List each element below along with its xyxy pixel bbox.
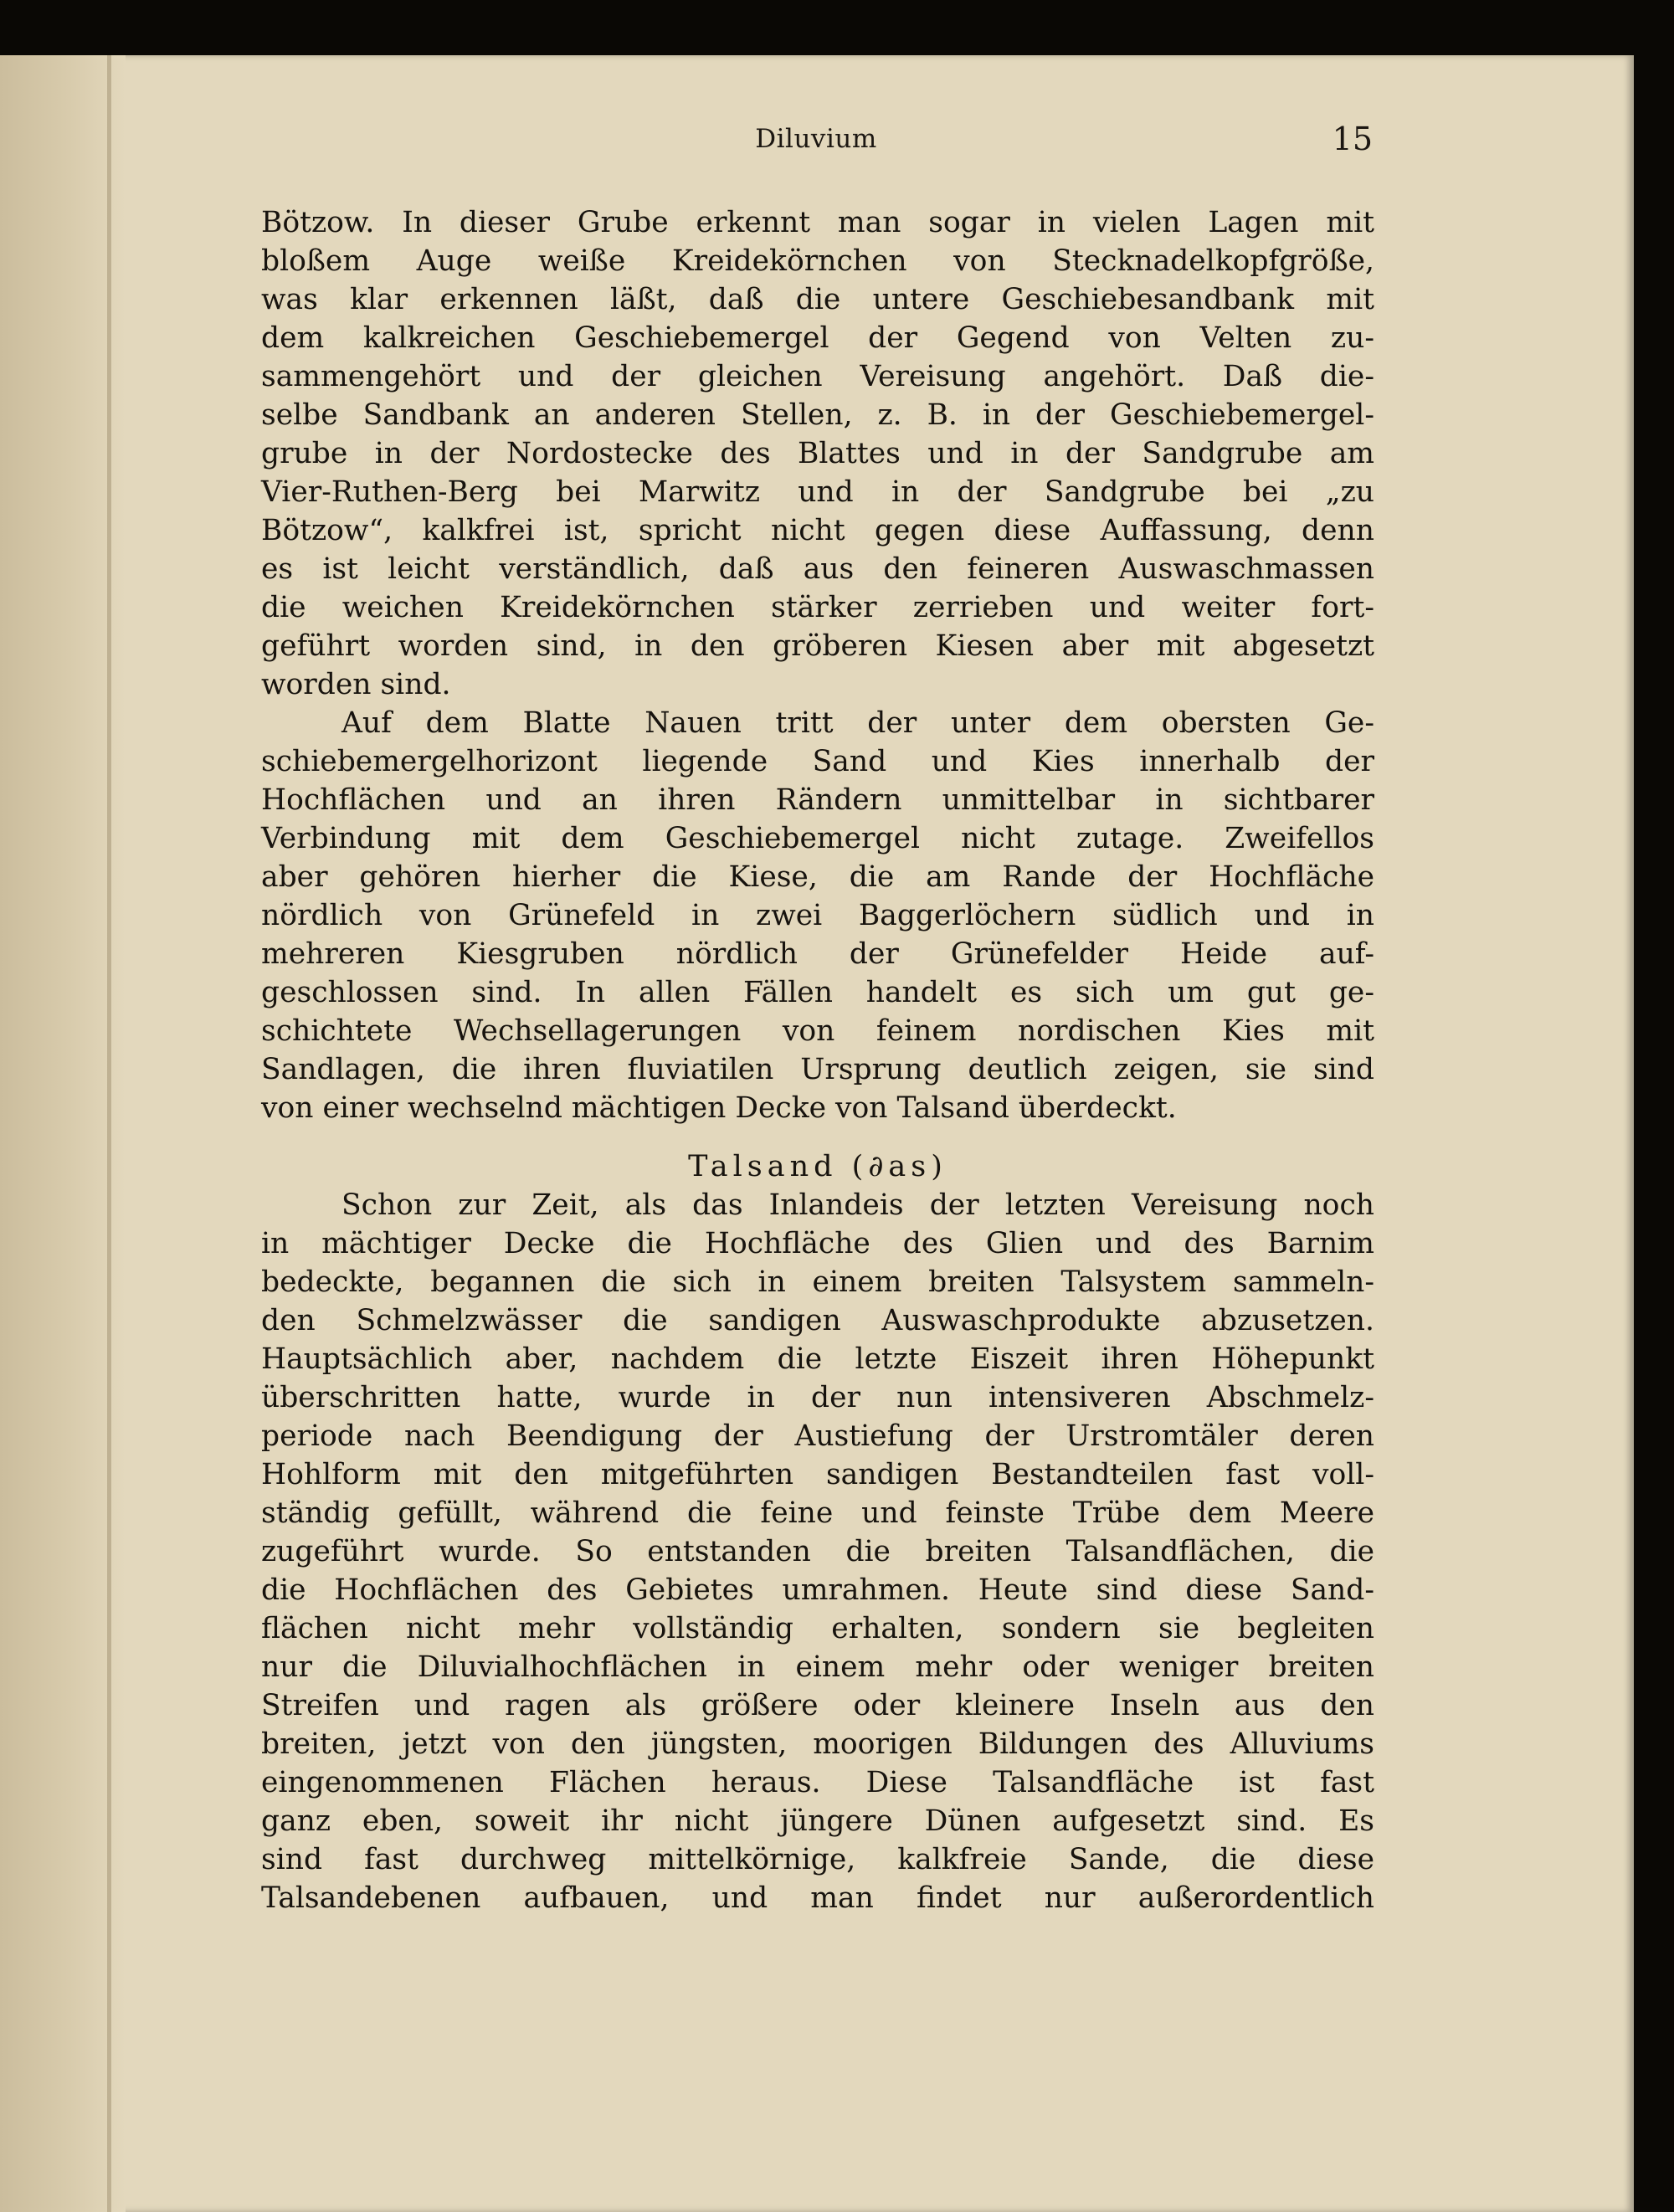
- text-line: sammengehört und der gleichen Vereisung angehört. Daß die-: [261, 360, 1374, 393]
- text-line: die weichen Kreidekörnchen stärker zerrieben und weiter fort-: [261, 591, 1374, 624]
- text-line: Streifen und ragen als größere oder kleinere Inseln aus den: [261, 1689, 1374, 1722]
- text-line: worden sind.: [261, 668, 451, 701]
- section-spacer: [261, 1127, 1374, 1147]
- text-line: sind fast durchweg mittelkörnige, kalkfreie Sande, die diese: [261, 1843, 1374, 1876]
- text-line: dem kalkreichen Geschiebemergel der Gegend von Velten zu-: [261, 321, 1374, 355]
- binding-fold: [107, 55, 111, 2212]
- page-header: [259, 121, 1373, 174]
- text-line: Schon zur Zeit, als das Inlandeis der letzten Vereisung noch: [341, 1188, 1374, 1222]
- page-number: 15: [1332, 121, 1373, 157]
- text-line: flächen nicht mehr vollständig erhalten, sondern sie begleiten: [261, 1612, 1374, 1645]
- text-line: Hauptsächlich aber, nachdem die letzte Eiszeit ihren Höhepunkt: [261, 1342, 1374, 1376]
- text-line: mehreren Kiesgruben nördlich der Grünefelder Heide auf-: [261, 937, 1374, 971]
- text-line: nördlich von Grünefeld in zwei Baggerlöchern südlich und in: [261, 899, 1374, 932]
- text-line: Hohlform mit den mitgeführten sandigen Bestandteilen fast voll-: [261, 1458, 1374, 1491]
- text-line: überschritten hatte, wurde in der nun intensiveren Abschmelz-: [261, 1381, 1374, 1414]
- text-line: Talsandebenen aufbauen, und man findet nur außerordentlich: [261, 1881, 1374, 1915]
- text-line: die Hochflächen des Gebietes umrahmen. Heute sind diese Sand-: [261, 1573, 1374, 1607]
- paragraph-2: [261, 704, 1374, 1127]
- text-line: zugeführt wurde. So entstanden die breiten Talsandflächen, die: [261, 1535, 1374, 1568]
- paragraph-1: [261, 203, 1374, 704]
- paragraph-3: [261, 1186, 1374, 1917]
- text-line: schiebemergelhorizont liegende Sand und Kies innerhalb der: [261, 745, 1374, 778]
- text-line: selbe Sandbank an anderen Stellen, z. B. in der Geschiebemergel-: [261, 398, 1374, 432]
- text-line: breiten, jetzt von den jüngsten, moorigen Bildungen des Alluviums: [261, 1727, 1374, 1761]
- text-line: ständig gefüllt, während die feine und feinste Trübe dem Meere: [261, 1496, 1374, 1530]
- text-line: grube in der Nordostecke des Blattes und in der Sandgrube am: [261, 437, 1374, 470]
- text-line: Vier-Ruthen-Berg bei Marwitz und in der Sandgrube bei „zu: [261, 475, 1374, 509]
- text-line: Hochflächen und an ihren Rändern unmittelbar in sichtbarer: [261, 783, 1374, 817]
- text-line: Bötzow. In dieser Grube erkennt man sogar in vielen Lagen mit: [261, 206, 1374, 239]
- text-line: von einer wechselnd mächtigen Decke von Talsand überdeckt.: [261, 1091, 1177, 1125]
- text-line: bloßem Auge weiße Kreidekörnchen von Stecknadelkopfgröße,: [261, 244, 1374, 278]
- text-line: bedeckte, begannen die sich in einem breiten Talsystem sammeln-: [261, 1265, 1374, 1299]
- section-heading: Talsand (∂as): [688, 1150, 947, 1183]
- running-title: Diluvium: [755, 124, 877, 154]
- text-line: eingenommenen Flächen heraus. Diese Talsandfläche ist fast: [261, 1766, 1374, 1799]
- text-line: es ist leicht verständlich, daß aus den feineren Auswaschmassen: [261, 552, 1374, 586]
- text-line: in mächtiger Decke die Hochfläche des Glien und des Barnim: [261, 1227, 1374, 1260]
- text-line: was klar erkennen läßt, daß die untere Geschiebesandbank mit: [261, 283, 1374, 316]
- text-line: nur die Diluvialhochflächen in einem mehr oder weniger breiten: [261, 1650, 1374, 1684]
- text-line: geschlossen sind. In allen Fällen handelt es sich um gut ge-: [261, 976, 1374, 1009]
- text-line: aber gehören hierher die Kiese, die am Rande der Hochfläche: [261, 860, 1374, 894]
- text-line: geführt worden sind, in den gröberen Kiesen aber mit abgesetzt: [261, 629, 1374, 663]
- text-line: ganz eben, soweit ihr nicht jüngere Dünen aufgesetzt sind. Es: [261, 1804, 1374, 1838]
- text-line: periode nach Beendigung der Austiefung der Urstromtäler deren: [261, 1419, 1374, 1453]
- body-text: [261, 203, 1374, 1917]
- text-line: schichtete Wechsellagerungen von feinem nordischen Kies mit: [261, 1014, 1374, 1048]
- text-line: Verbindung mit dem Geschiebemergel nicht zutage. Zweifellos: [261, 822, 1374, 855]
- text-line: Bötzow“, kalkfrei ist, spricht nicht gegen diese Auffassung, denn: [261, 514, 1374, 547]
- text-line: den Schmelzwässer die sandigen Auswaschprodukte abzusetzen.: [261, 1304, 1374, 1337]
- text-line: Auf dem Blatte Nauen tritt der unter dem obersten Ge-: [341, 706, 1374, 740]
- text-line: Sandlagen, die ihren fluviatilen Ursprung deutlich zeigen, sie sind: [261, 1053, 1374, 1086]
